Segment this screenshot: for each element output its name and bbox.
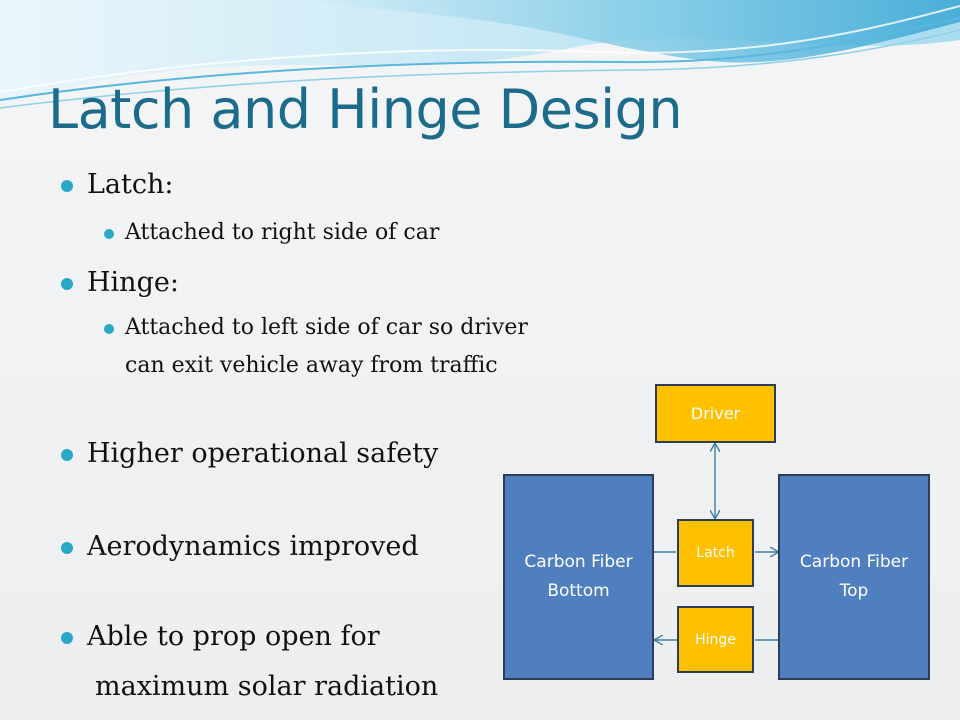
bullet-aerodynamics: Aerodynamics improved (87, 531, 419, 562)
latch-box (677, 519, 754, 587)
driver-box (655, 384, 776, 443)
hinge-box (677, 606, 754, 673)
bullet-safety: Higher operational safety (87, 438, 439, 469)
bullet-prop-line1: Able to prop open for (87, 621, 380, 652)
carbon-fiber-bottom-label-line2: Bottom (547, 581, 610, 601)
carbon-fiber-top-label-line2: Top (839, 581, 869, 601)
carbon-fiber-bottom-label-line1: Carbon Fiber (524, 552, 633, 573)
bullet-hinge-detail-line2: can exit vehicle away from traffic (125, 353, 498, 378)
latch-label: Latch (696, 545, 735, 561)
hinge-label: Hinge (695, 631, 736, 648)
bullet-hinge-detail-line1: Attached to left side of car so driver (125, 315, 528, 340)
bullet-latch: Latch: (87, 169, 174, 200)
bullet-hinge: Hinge: (87, 267, 179, 298)
driver-label: Driver (690, 404, 741, 423)
carbon-fiber-top-box (778, 474, 930, 680)
bullet-prop-line2: maximum solar radiation (95, 671, 439, 702)
carbon-fiber-top-label-line1: Carbon Fiber (799, 552, 909, 573)
bullet-latch-detail: Attached to right side of car (125, 220, 440, 245)
carbon-fiber-bottom-box (503, 474, 654, 680)
slide-title: Latch and Hinge Design (48, 78, 683, 141)
